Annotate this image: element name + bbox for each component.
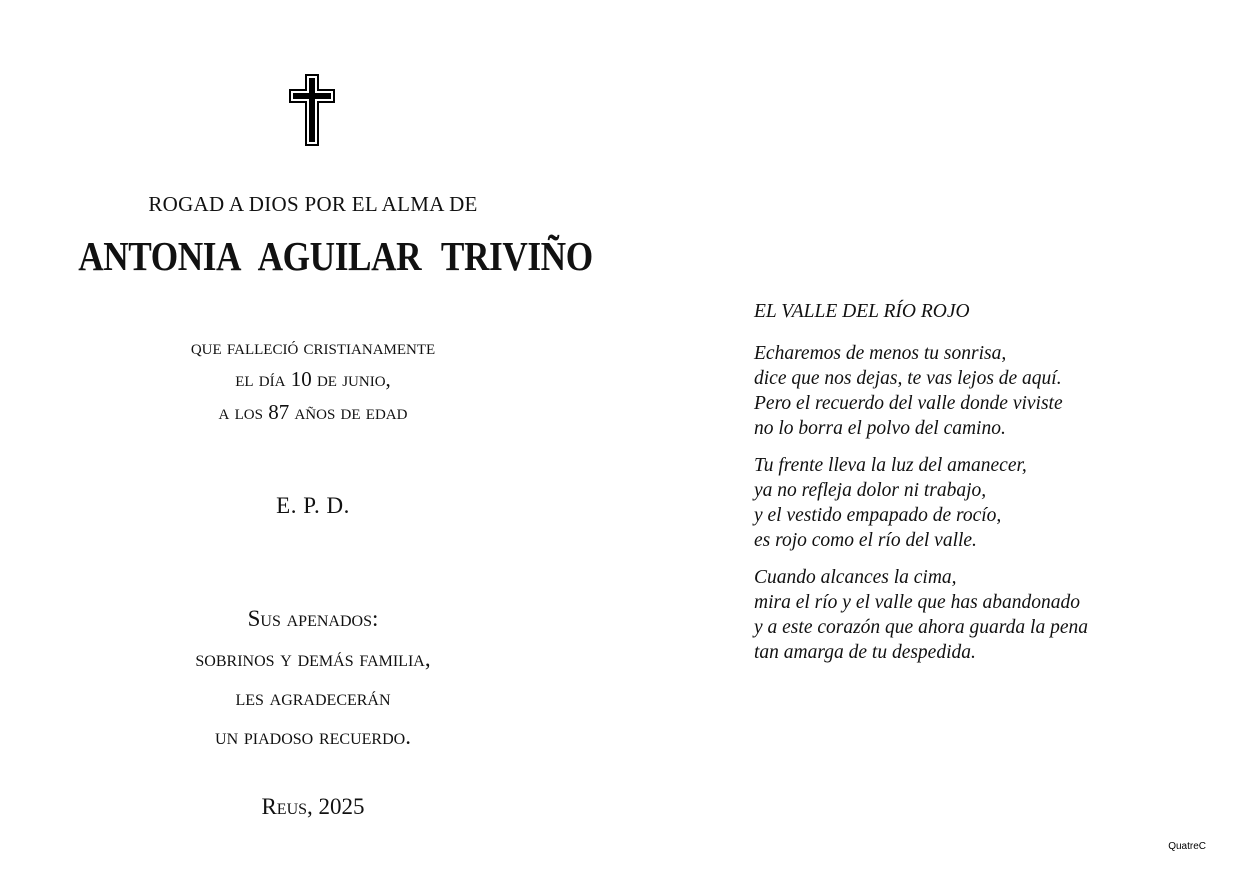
death-line-1: que falleció cristianamente (190, 335, 436, 359)
death-line-3: a los 87 años de edad (218, 400, 408, 424)
brand-mark: QuatreC (1168, 841, 1206, 852)
family-line-3: les agradecerán (235, 685, 391, 710)
epd-text: E. P. D. (276, 493, 350, 518)
poem-line: dice que nos dejas, te vas lejos de aquí. (754, 368, 1062, 389)
place-date: Reus, 2025 (261, 794, 365, 819)
cross-icon (288, 74, 336, 146)
poem-stanza-2 (754, 453, 1194, 553)
deceased-name: ANTONIA AGUILAR TRIVIÑO (78, 233, 593, 279)
poem-line: mira el río y el valle que has abandonado (754, 592, 1081, 613)
poem-line: y a este corazón que ahora guarda la pena (754, 617, 1088, 638)
poem (754, 299, 1194, 677)
prayer-heading: ROGAD A DIOS POR EL ALMA DE (148, 192, 478, 216)
poem-line: Pero el recuerdo del valle donde viviste (754, 393, 1063, 414)
poem-line: Cuando alcances la cima, (754, 567, 957, 588)
poem-line: y el vestido empapado de rocío, (754, 505, 1002, 526)
family-line-2: sobrinos y demás familia, (195, 646, 431, 671)
death-line-2: el día 10 de junio, (235, 367, 391, 391)
family-line-4: un piadoso recuerdo. (215, 724, 411, 749)
poem-title: EL VALLE DEL RÍO ROJO (754, 301, 970, 322)
poem-stanza-1 (754, 341, 1194, 441)
poem-line: es rojo como el río del valle. (754, 530, 977, 551)
poem-line: no lo borra el polvo del camino. (754, 418, 1006, 439)
family-line-1: Sus apenados: (247, 606, 379, 631)
poem-line: Tu frente lleva la luz del amanecer, (754, 455, 1027, 476)
poem-line: ya no refleja dolor ni trabajo, (754, 480, 987, 501)
poem-line: tan amarga de tu despedida. (754, 642, 976, 663)
poem-stanza-3 (754, 565, 1194, 665)
obituary-left-page (40, 0, 593, 877)
poem-line: Echaremos de menos tu sonrisa, (754, 343, 1007, 364)
